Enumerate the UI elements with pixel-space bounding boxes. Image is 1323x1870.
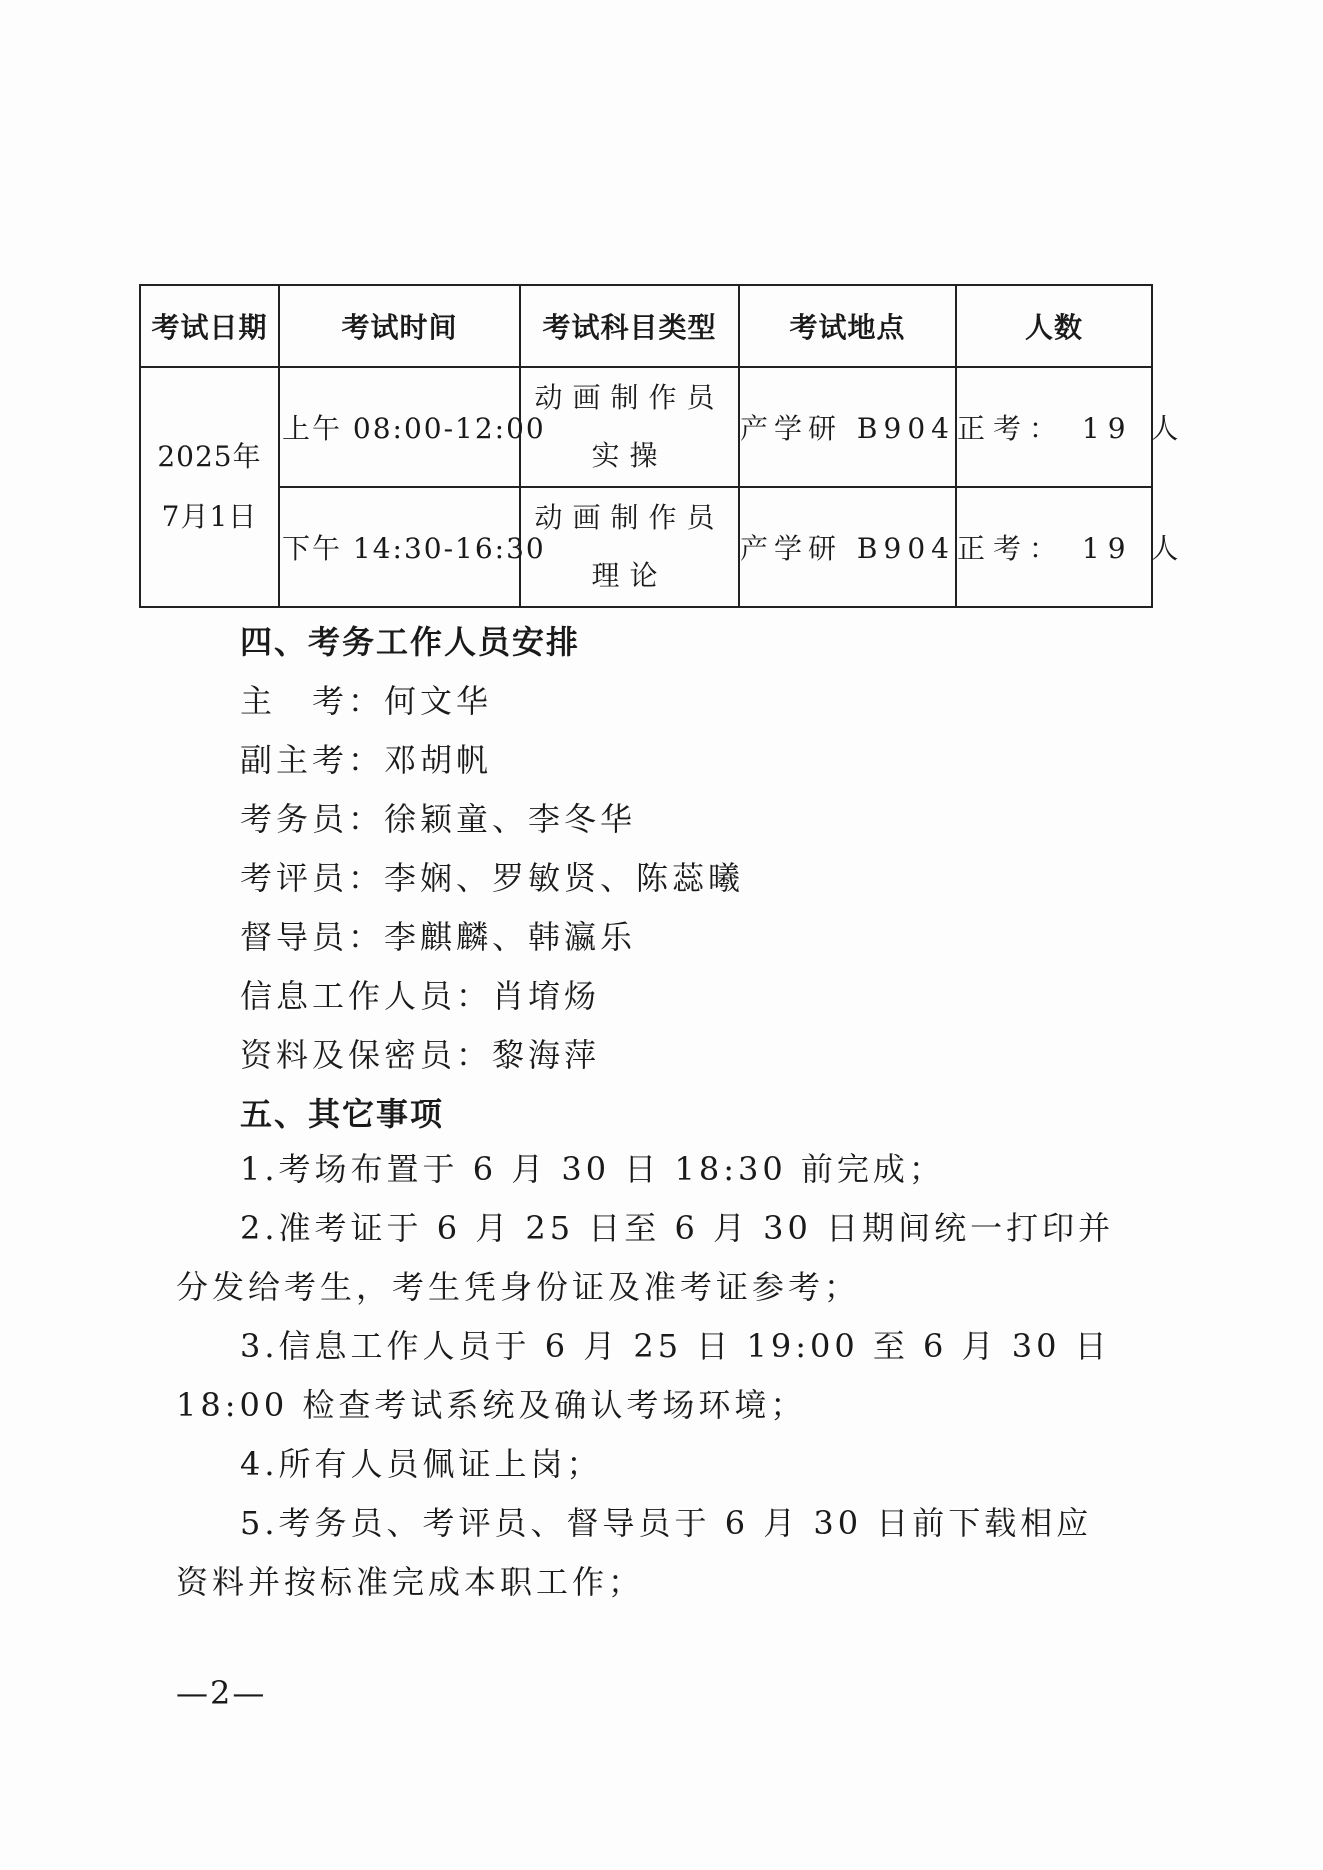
subject-line2: 理论 [591, 559, 668, 592]
subject-line1: 动画制作员 [534, 501, 725, 534]
table-header-row [140, 285, 1152, 367]
headcount-cell: 正考： 19 人 [956, 367, 1152, 487]
subject-line2: 实操 [591, 439, 668, 472]
exam-location-cell: 产学研 B904 [739, 487, 956, 607]
section-5-heading: 五、其它事项 [240, 1095, 445, 1133]
subject-line1: 动画制作员 [534, 381, 725, 414]
exam-date-day: 7月1日 [161, 500, 258, 533]
staff-chief-examiner: 主 考：何文华 [240, 682, 493, 720]
header-exam-time: 考试时间 [279, 285, 520, 367]
exam-subject-cell [520, 367, 739, 487]
header-headcount: 人数 [956, 285, 1152, 367]
staff-affairs-officers: 考务员：徐颖童、李冬华 [240, 800, 637, 838]
exam-time-cell: 上午 08:00-12:00 [279, 367, 520, 487]
other-item-5: 5.考务员、考评员、督导员于 6 月 30 日前下载相应资料并按标准完成本职工作； [176, 1504, 1093, 1601]
other-item-1: 1.考场布置于 6 月 30 日 18:30 前完成； [240, 1150, 945, 1188]
other-item-2: 2.准考证于 6 月 25 日至 6 月 30 日期间统一打印并分发给考生，考生凭身份证及准考证参考； [176, 1209, 1115, 1306]
exam-schedule-table [139, 284, 1187, 608]
staff-records-officer: 资料及保密员：黎海萍 [240, 1036, 601, 1074]
exam-time-cell: 下午 14:30-16:30 [279, 487, 520, 607]
table-row [140, 367, 1152, 487]
header-exam-subject-type: 考试科目类型 [520, 285, 739, 367]
section-4-heading: 四、考务工作人员安排 [240, 623, 581, 661]
staff-assessors: 考评员：李娴、罗敏贤、陈蕊曦 [240, 859, 745, 897]
header-exam-location: 考试地点 [739, 285, 956, 367]
staff-deputy-examiner: 副主考：邓胡帆 [240, 741, 493, 779]
staff-supervisors: 督导员：李麒麟、韩瀛乐 [240, 918, 637, 956]
exam-subject-cell [520, 487, 739, 607]
staff-it-personnel: 信息工作人员：肖堉炀 [240, 977, 601, 1015]
exam-location-cell: 产学研 B904 [739, 367, 956, 487]
other-item-3: 3.信息工作人员于 6 月 25 日 19:00 至 6 月 30 日 18:00 检查考试系统及确认考场环境； [176, 1327, 1111, 1424]
table-row [140, 487, 1152, 607]
exam-date-year: 2025年 [157, 440, 262, 473]
header-exam-date: 考试日期 [140, 285, 279, 367]
exam-date-cell [140, 367, 279, 607]
headcount-cell: 正考： 19 人 [956, 487, 1152, 607]
page-number: —2— [176, 1674, 267, 1712]
other-item-4: 4.所有人员佩证上岗； [240, 1445, 603, 1483]
